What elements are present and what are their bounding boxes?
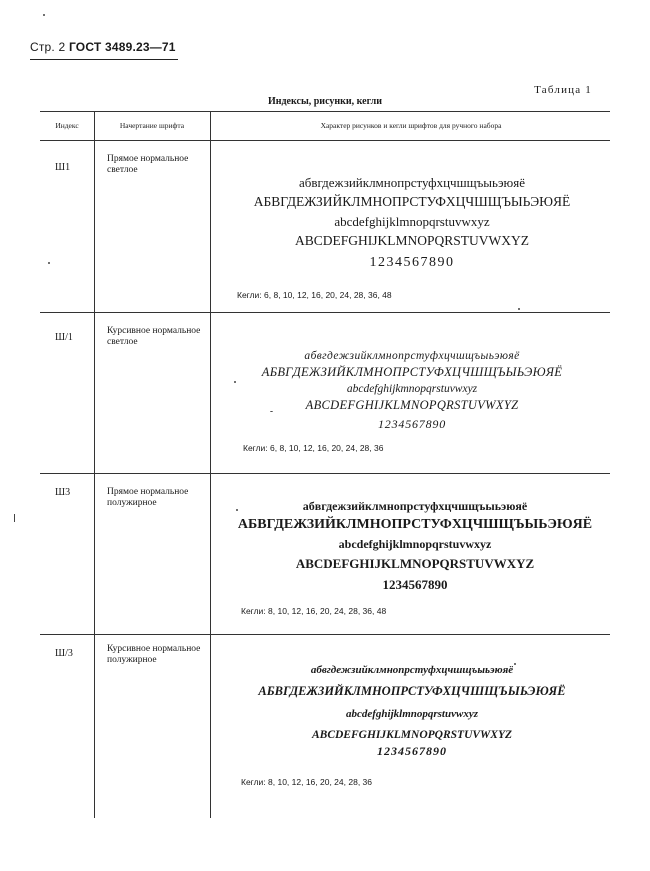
column-divider: [210, 111, 211, 818]
specimen-lowercase-latin: abcdefghijklmnopqrstuvwxyz: [338, 537, 492, 551]
type-specimen: [212, 350, 612, 432]
scan-speck: [514, 663, 516, 665]
specimen-uppercase-cyrillic: АБВГДЕЖЗИЙКЛМНОПРСТУФХЦЧШЩЪЫЬЭЮЯЁ: [237, 517, 593, 532]
specimen-lowercase-latin: abcdefghijkmnopqrstuvwxyz: [346, 383, 478, 395]
type-specimen: [220, 499, 610, 593]
column-header-index: Индекс: [55, 121, 79, 130]
specimen-uppercase-latin: ABCDEFGHIJKLMNOPQRSTUVWXYZ: [294, 233, 529, 248]
table-label: Таблица 1: [534, 84, 592, 96]
scan-speck: [518, 308, 520, 310]
specimen-digits: 1234567890: [369, 255, 455, 270]
specimen-uppercase-latin: ABCDEFGHIJKLMNOPQRSTUVWXYZ: [311, 729, 512, 741]
specimen-uppercase-latin: ABCDEFGHIJKLMNOPQRSTUVWXYZ: [305, 398, 519, 412]
scan-speck: [234, 381, 236, 383]
row-style-name: Прямое нормальное светлое: [107, 154, 189, 175]
specimen-lowercase-cyrillic: абвгдежзийклмнопрстуфхцчшщъыьэюяё: [310, 664, 514, 676]
header-rule: [30, 59, 178, 60]
specimen-lowercase-cyrillic: абвгдежзийклмнопрстуфхцчшщъыьэюяё: [298, 175, 526, 190]
row-divider: [40, 312, 610, 313]
specimen-lowercase-cyrillic: абвгдежзийклмнопрстуфхцчшщъыьэюяё: [302, 499, 528, 513]
column-header-samples: Характер рисунков и кегли шрифтов для ручного набора: [320, 121, 502, 130]
point-sizes: Кегли: 6, 8, 10, 12, 16, 20, 24, 28, 36, 48: [237, 290, 392, 300]
column-divider: [94, 111, 95, 818]
specimen-digits: 1234567890: [378, 417, 446, 431]
row-style-name: Курсивное нормальное полужирное: [107, 644, 201, 665]
page-number: Стр. 2: [30, 40, 66, 54]
type-specimen: [212, 664, 612, 759]
row-index: Ш1: [55, 162, 71, 173]
scan-speck: [14, 514, 15, 522]
table-header-rule: [40, 140, 610, 141]
point-sizes: Кегли: 8, 10, 12, 16, 20, 24, 28, 36: [241, 777, 372, 787]
point-sizes: Кегли: 8, 10, 12, 16, 20, 24, 28, 36, 48: [241, 606, 387, 616]
column-header-style: Начертание шрифта: [119, 121, 185, 130]
scan-speck: [270, 411, 273, 412]
specimen-lowercase-latin: abcdefghijklmnopqrstuvwxyz: [345, 708, 478, 720]
scan-speck: [43, 14, 45, 16]
scan-speck: [236, 509, 238, 511]
specimen-digits: 1234567890: [382, 577, 448, 592]
standard-number: ГОСТ 3489.23—71: [68, 40, 176, 54]
row-divider: [40, 634, 610, 635]
row-index: Ш3: [55, 487, 71, 498]
row-style-name: Курсивное нормальное светлое: [107, 326, 201, 347]
specimen-lowercase-cyrillic: абвгдежзийклмнопрстуфхцчшщъыьэюяё: [304, 350, 520, 362]
specimen-uppercase-latin: ABCDEFGHIJKLMNOPQRSTUVWXYZ: [295, 556, 535, 571]
specimen-lowercase-latin: abcdefghijklmnopqrstuvwxyz: [334, 214, 490, 229]
table-top-rule: [40, 111, 610, 112]
specimen-uppercase-cyrillic: АБВГДЕЖЗИЙКЛМНОПРСТУФХЦЧШЩЪЫЬЭЮЯЁ: [261, 365, 563, 379]
row-index: Ш/1: [55, 332, 73, 343]
page-header: [30, 40, 176, 54]
scan-speck: [48, 262, 50, 264]
table-title: Индексы, рисунки, кегли: [267, 96, 383, 107]
specimen-uppercase-cyrillic: АБВГДЕЖЗИЙКЛМНОПРСТУФХЦЧШЩЪЫЬЭЮЯЁ: [258, 684, 566, 698]
type-specimen: [222, 175, 602, 271]
row-style-name: Прямое нормальное полужирное: [107, 487, 189, 508]
row-divider: [40, 473, 610, 474]
specimen-digits: 1234567890: [377, 744, 447, 758]
point-sizes: Кегли: 6, 8, 10, 12, 16, 20, 24, 28, 36: [243, 443, 384, 453]
row-index: Ш/3: [55, 648, 73, 659]
specimen-uppercase-cyrillic: АБВГДЕЖЗИЙКЛМНОПРСТУФХЦЧШЩЪЫЬЭЮЯЁ: [253, 194, 571, 209]
